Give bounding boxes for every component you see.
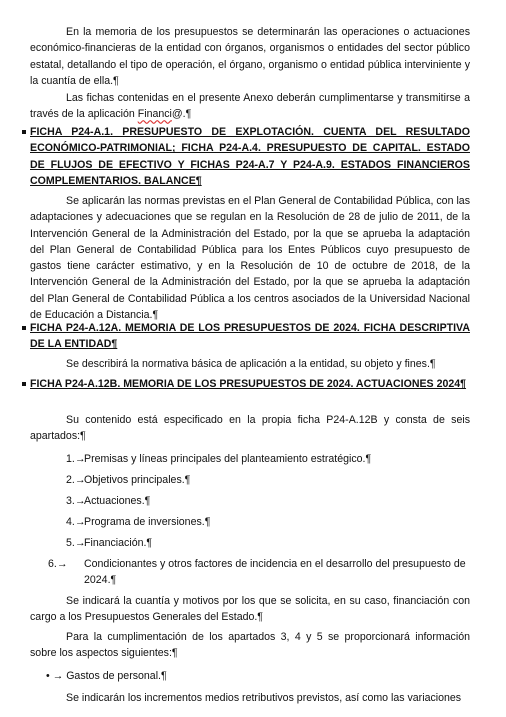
list-number: 1.→ <box>66 453 86 465</box>
list-item <box>66 451 470 467</box>
paragraph-fichas <box>30 90 470 123</box>
list-number: 5.→ <box>66 537 86 549</box>
bullet-gastos-personal: • → Gastos de personal.¶ <box>46 670 167 682</box>
list-item <box>66 472 470 488</box>
list-item <box>66 493 470 509</box>
list-item <box>48 556 488 589</box>
list-text: Programa de inversiones.¶ <box>84 516 211 528</box>
list-item <box>66 514 470 530</box>
spellcheck-word[interactable]: Financi <box>137 108 172 121</box>
list-number: 2.→ <box>66 474 86 486</box>
heading-ficha-a12a: FICHA P24-A.12A. MEMORIA DE LOS PRESUPUESTOS DE 2024. FICHA DESCRIPTIVA DE LA ENTIDAD¶ <box>30 320 470 353</box>
list-number: 3.→ <box>66 495 86 507</box>
paragraph-contenido: Su contenido está especificado en la propia ficha P24-A.12B y consta de seis apartados:¶ <box>30 414 470 443</box>
list-text: Objetivos principales.¶ <box>84 474 191 486</box>
list-number: 4.→ <box>66 516 86 528</box>
list-text: Condicionantes y otros factores de incidencia en el desarrollo del presupuesto de 2024.¶ <box>84 558 466 587</box>
list-number: 6.→ <box>48 558 68 570</box>
paragraph-cumplimentacion: Para la cumplimentación de los apartados 3, 4 y 5 se proporcionará información sobre los aspectos siguientes:¶ <box>30 631 470 660</box>
paragraph-fichas-text: Las fichas contenidas en el presente Anexo deberán cumplimentarse y transmitirse a través de la aplicación <box>30 92 470 121</box>
list-text: Financiación.¶ <box>84 537 153 549</box>
list-item <box>66 535 470 551</box>
heading-ficha-a12b: FICHA P24-A.12B. MEMORIA DE LOS PRESUPUESTOS DE 2024. ACTUACIONES 2024¶ <box>30 376 470 392</box>
paragraph-memoria: En la memoria de los presupuestos se determinarán las operaciones o actuaciones económico-financieras de la entidad con órganos, organismos o entidades del sector público estatal, detallando el tipo de operación, el órgano, organismo o entidad pública interviniente y la cuantía de ella.¶ <box>30 26 470 87</box>
heading-ficha-a1: FICHA P24-A.1. PRESUPUESTO DE EXPLOTACIÓN. CUENTA DEL RESULTADO ECONÓMICO-PATRIMONIAL; FICHA P24-A.4. PRESUPUESTO DE CAPITAL. ESTADO DE FLUJOS DE EFECTIVO Y FICHAS P24-A.7 Y P24-A.9. ESTADOS FINANCIEROS COMPLEMENTARIOS. BALANCE¶ <box>30 124 470 189</box>
paragraph-incrementos: Se indicarán los incrementos medios retributivos previstos, así como las variaciones <box>66 692 462 704</box>
paragraph-fichas-end: @.¶ <box>171 108 192 121</box>
paragraph-normas: Se aplicarán las normas previstas en el Plan General de Contabilidad Pública, con las adaptaciones y adecuaciones que se regulan en la Resolución de 28 de julio de 2011, de la Intervención General de la Administración del Estado, por la que se aprueba la adaptación del Plan General de Contabilidad Pública para los Entes Públicos cuyo presupuesto de gastos tiene carácter estimativo, y en la Resolución de 10 de octubre de 2018, de la Intervención General de la Administración del Estado, por la que se aprueba la adaptación del Plan General de Contabilidad Pública a los centros asociados de la Universidad Nacional de Educación a Distancia.¶ <box>30 195 470 322</box>
paragraph-normativa: Se describirá la normativa básica de aplicación a la entidad, su objeto y fines.¶ <box>66 358 436 370</box>
paragraph-cuantia: Se indicará la cuantía y motivos por los que se solicita, en su caso, financiación con cargo a los Presupuestos Generales del Estado.¶ <box>30 595 470 624</box>
list-text: Premisas y líneas principales del planteamiento estratégico.¶ <box>84 453 372 465</box>
list-text: Actuaciones.¶ <box>84 495 151 507</box>
